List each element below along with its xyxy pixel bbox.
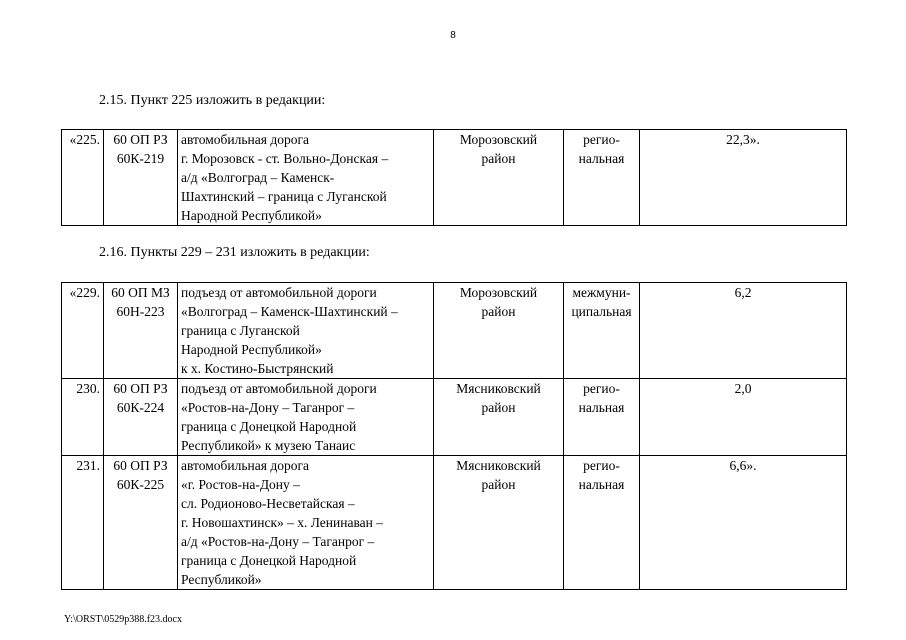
table-row: [62, 283, 847, 379]
roads-table-225: [61, 129, 847, 226]
row-number: «229.: [62, 283, 104, 379]
table-row: [62, 130, 847, 226]
road-name: автомобильная дорога г. Морозовск - ст. Вольно-Донская – а/д «Волгоград – Каменск- Шахтинский – граница с Луганской Народной Республикой»: [181, 132, 389, 223]
table-row: [62, 379, 847, 456]
road-length: 22,3».: [640, 130, 847, 226]
road-code: 60 ОП МЗ 60Н-223: [111, 285, 170, 319]
road-type: межмуни- ципальная: [571, 285, 632, 319]
roads-table-229-231: [61, 282, 847, 590]
section-heading-2-15: 2.15. Пункт 225 изложить в редакции:: [99, 93, 326, 108]
road-name: подъезд от автомобильной дороги «Ростов-на-Дону – Таганрог – граница с Донецкой Народной Республикой» к музею Танаис: [181, 381, 377, 453]
table-row: [62, 456, 847, 590]
road-type: регио- нальная: [578, 381, 625, 415]
section-heading-2-16: 2.16. Пункты 229 – 231 изложить в редакции:: [99, 245, 370, 260]
row-number: 231.: [62, 456, 104, 590]
road-type: регио- нальная: [578, 132, 625, 166]
road-code: 60 ОП РЗ 60К-219: [113, 132, 168, 166]
district: Морозовский район: [459, 132, 538, 166]
road-length: 2,0: [640, 379, 847, 456]
file-path-footer: Y:\ORST\0529p388.f23.docx: [64, 614, 182, 625]
road-name: автомобильная дорога «г. Ростов-на-Дону – сл. Родионово-Несветайская – г. Новошахтинск» – х. Ленинаван – а/д «Ростов-на-Дону – Таганрог – граница с Донецкой Народной Республикой»: [181, 458, 384, 587]
row-number: 230.: [62, 379, 104, 456]
road-name: подъезд от автомобильной дороги «Волгоград – Каменск-Шахтинский – граница с Луганской Народной Республикой» к х. Костино-Быстрянский: [181, 285, 398, 376]
road-code: 60 ОП РЗ 60К-225: [113, 458, 168, 492]
road-code: 60 ОП РЗ 60К-224: [113, 381, 168, 415]
road-length: 6,6».: [640, 456, 847, 590]
page-number: 8: [450, 30, 456, 41]
district: Морозовский район: [459, 285, 538, 319]
road-type: регио- нальная: [578, 458, 625, 492]
row-number: «225.: [62, 130, 104, 226]
road-length: 6,2: [640, 283, 847, 379]
district: Мясниковский район: [456, 458, 541, 492]
district: Мясниковский район: [456, 381, 541, 415]
